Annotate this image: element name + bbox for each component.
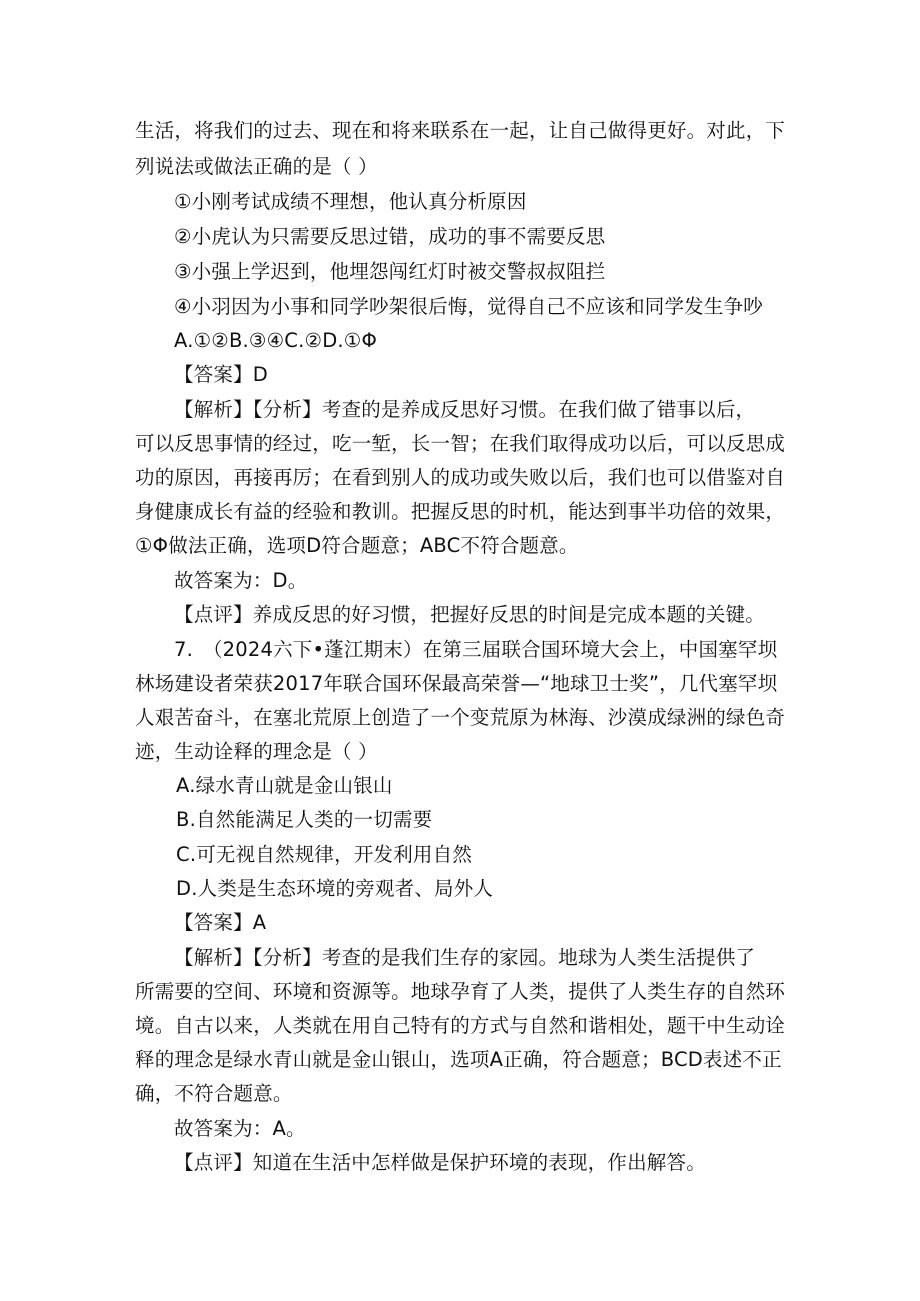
q7-comment: 【点评】知道在生活中怎样做是保护环境的表现，作出解答。 (174, 1151, 706, 1174)
q6-option-4: ④小羽因为小事和同学吵架很后悔，觉得自己不应该和同学发生争吵 (174, 295, 763, 318)
q7-option-c: C.可无视自然规律，开发利用自然 (176, 843, 473, 866)
q7-analysis-line-1: 【解析】【分析】考查的是我们生存的家园。地球为人类生活提供了 (174, 946, 756, 969)
q6-comment: 【点评】养成反思的好习惯，把握好反思的时间是完成本题的关键。 (174, 603, 766, 626)
q6-answer: 【答案】D (174, 363, 269, 386)
q7-answer: 【答案】A (174, 911, 267, 934)
q6-analysis-line-2: 可以反思事情的经过，吃一堑，长一智；在我们取得成功以后，可以反思成 (135, 432, 786, 455)
q6-conclusion: 故答案为：D。 (174, 569, 308, 592)
q7-stem-line-4: 迹，生动诠释的理念是（ ） (135, 740, 378, 763)
q7-analysis-line-3: 境。自古以来，人类就在用自己特有的方式与自然和谐相处，题干中生动诠 (135, 1014, 786, 1037)
q6-stem-line-2: 列说法或做法正确的是（ ） (135, 155, 378, 178)
q6-analysis-line-1: 【解析】【分析】考查的是养成反思好习惯。在我们做了错事以后， (174, 398, 756, 421)
q6-option-1: ①小刚考试成绩不理想，他认真分析原因 (174, 190, 527, 213)
q7-analysis-line-5: 确，不符合题意。 (135, 1082, 293, 1105)
q6-stem-line-1: 生活，将我们的过去、现在和将来联系在一起，让自己做得更好。对此，下 (135, 119, 786, 142)
q6-analysis-line-4: 身健康成长有益的经验和教训。把握反思的时机，能达到事半功倍的效果， (135, 500, 786, 523)
q6-analysis-line-3: 功的原因，再接再厉；在看到别人的成功或失败以后，我们也可以借鉴对自 (135, 466, 786, 489)
q7-option-a: A.绿水青山就是金山银山 (176, 774, 393, 797)
q7-analysis-line-4: 释的理念是绿水青山就是金山银山，选项A正确，符合题意；BCD表述不正 (135, 1048, 782, 1071)
q7-analysis-line-2: 所需要的空间、环境和资源等。地球孕育了人类，提供了人类生存的自然环 (135, 980, 786, 1003)
q7-option-d: D.人类是生态环境的旁观者、局外人 (176, 877, 494, 900)
q7-stem-line-3: 人艰苦奋斗，在塞北荒原上创造了一个变荒原为林海、沙漠成绿洲的绿色奇 (135, 706, 786, 729)
q7-option-b: B.自然能满足人类的一切需要 (176, 808, 433, 831)
q6-choices: A.①②B.③④C.②D.①Φ (174, 329, 378, 352)
q6-analysis-line-5: ①Φ做法正确，选项D符合题意；ABC不符合题意。 (135, 534, 579, 557)
q7-stem-line-2: 林场建设者荣获2017年联合国环保最高荣誉—“地球卫士奖”，几代塞罕坝 (135, 672, 778, 695)
q7-conclusion: 故答案为：A。 (174, 1117, 306, 1140)
q7-stem-line-1: 7. （2024六下•蓬江期末）在第三届联合国环境大会上，中国塞罕坝 (174, 638, 778, 661)
q6-option-3: ③小强上学迟到，他埋怨闯红灯时被交警叔叔阻拦 (174, 260, 606, 283)
q6-option-2: ②小虎认为只需要反思过错，成功的事不需要反思 (174, 225, 606, 248)
